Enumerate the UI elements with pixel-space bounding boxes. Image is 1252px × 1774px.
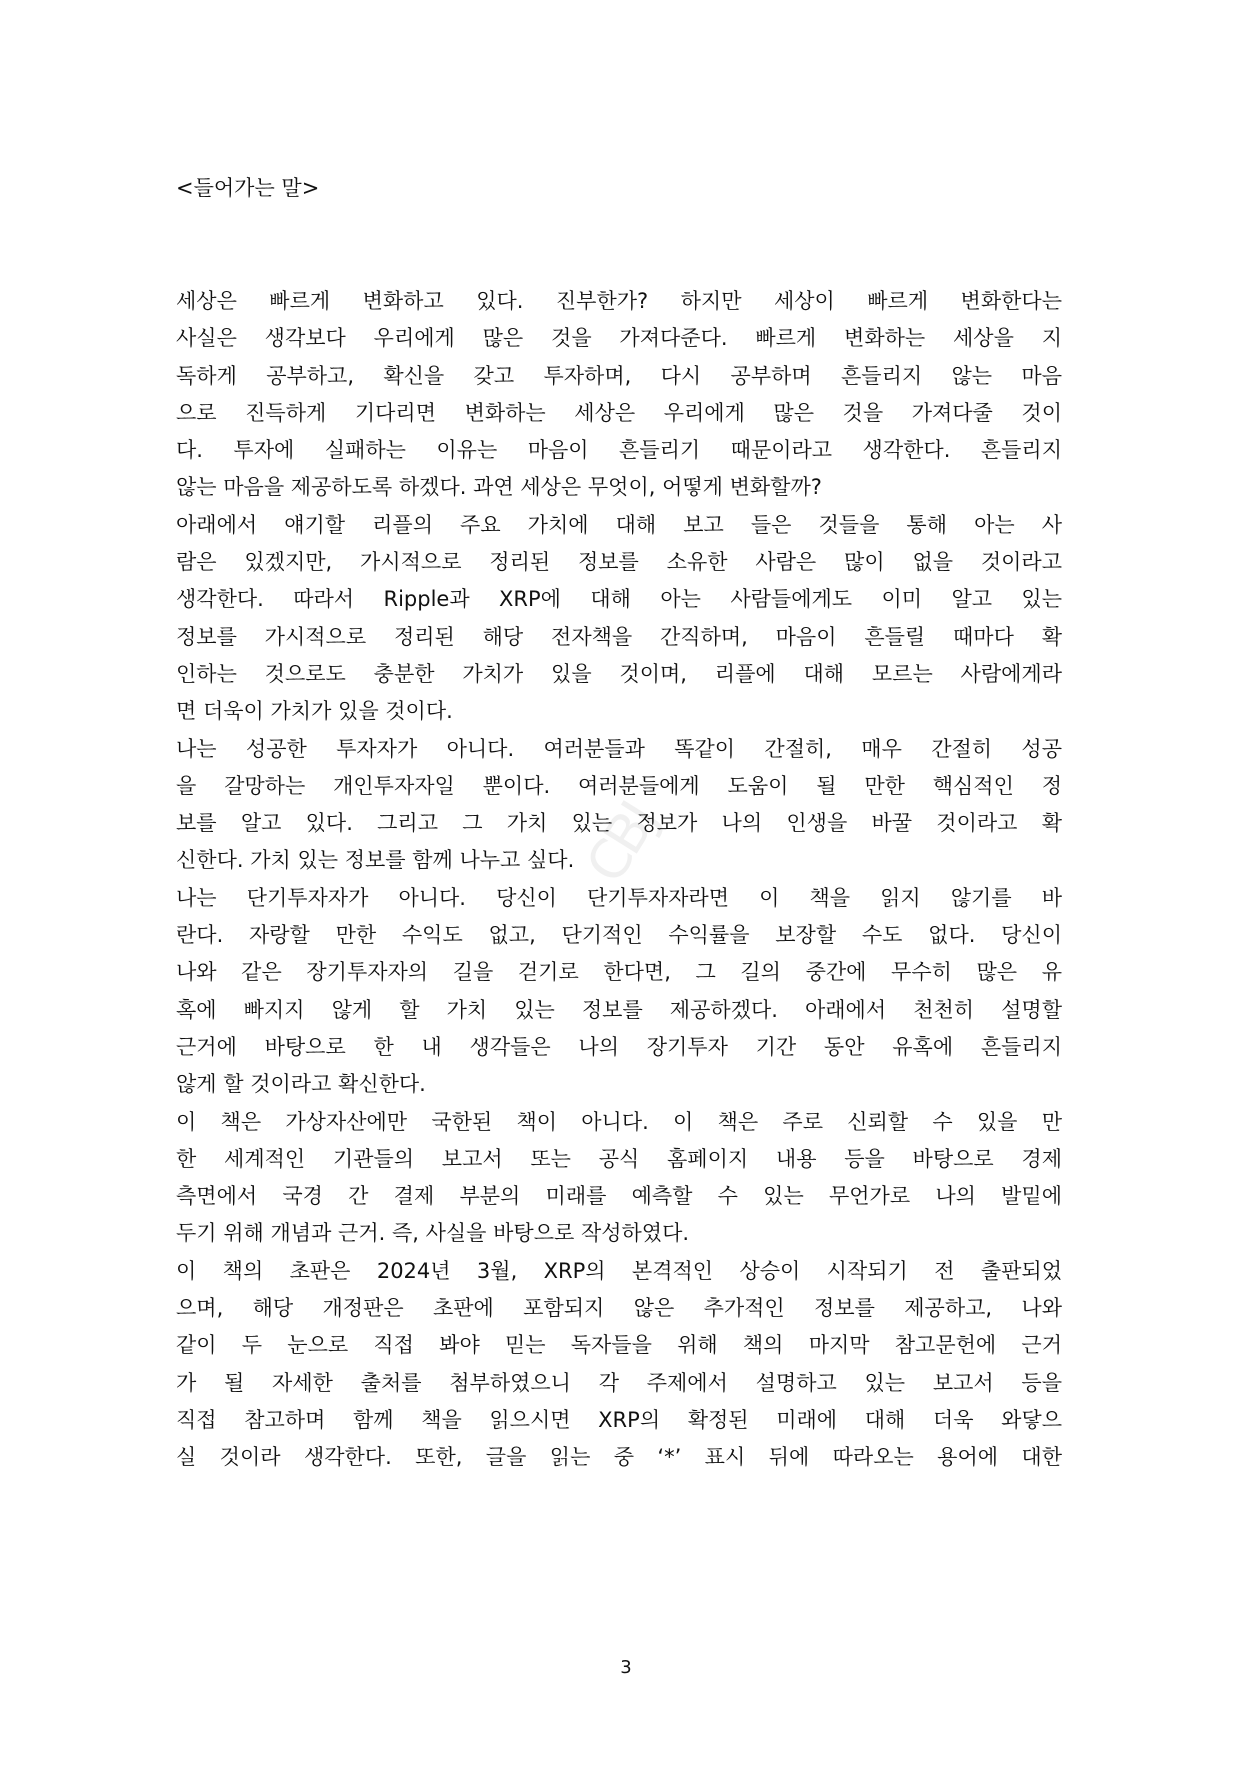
text-line: 한 세계적인 기관들의 보고서 또는 공식 홈페이지 내용 등을 바탕으로 경제 (176, 1146, 1062, 1171)
page-number: 3 (620, 1657, 632, 1678)
text-line: 정보를 가시적으로 정리된 해당 전자책을 간직하며, 마음이 흔들릴 때마다 확 (176, 624, 1062, 649)
text-line: 세상은 빠르게 변화하고 있다. 진부한가? 하지만 세상이 빠르게 변화한다는 (176, 289, 1062, 313)
text-line: 않게 할 것이라고 확신한다. (176, 1072, 426, 1097)
text-line: 으로 진득하게 기다리면 변화하는 세상은 우리에게 많은 것을 가져다줄 것이 (176, 400, 1062, 425)
text-line: 측면에서 국경 간 결제 부분의 미래를 예측할 수 있는 무언가로 나의 발밑에 (176, 1184, 1062, 1209)
text-line: 나는 성공한 투자자가 아니다. 여러분들과 똑같이 간절히, 매우 간절히 성공 (176, 736, 1062, 761)
text-line: 실 것이라 생각한다. 또한, 글을 읽는 중 ‘*’ 표시 뒤에 따라오는 용어에 대한 (176, 1445, 1062, 1470)
text-line: 람은 있겠지만, 가시적으로 정리된 정보를 소유한 사람은 많이 없을 것이라고 (176, 550, 1062, 575)
text-line: 근거에 바탕으로 한 내 생각들은 나의 장기투자 기간 동안 유혹에 흔들리지 (176, 1034, 1062, 1059)
text-line: 아래에서 얘기할 리플의 주요 가치에 대해 보고 들은 것들을 통해 아는 사 (176, 512, 1062, 537)
text-line: 나와 같은 장기투자자의 길을 걷기로 한다면, 그 길의 중간에 무수히 많은 유 (176, 960, 1062, 985)
text-line: 이 책의 초판은 2024년 3월, XRP의 본격적인 상승이 시작되기 전 출판되었 (176, 1258, 1062, 1283)
text-line: 이 책은 가상자산에만 국한된 책이 아니다. 이 책은 주로 신뢰할 수 있을 만 (176, 1109, 1062, 1134)
text-line: 을 갈망하는 개인투자자일 뿐이다. 여러분들에게 도움이 될 만한 핵심적인 정 (176, 773, 1062, 798)
text-line: 않는 마음을 제공하도록 하겠다. 과연 세상은 무엇이, 어떻게 변화할까? (176, 475, 822, 500)
text-line: 보를 알고 있다. 그리고 그 가치 있는 정보가 나의 인생을 바꿀 것이라고 확 (176, 811, 1062, 836)
watermark-logo: CBJ (573, 793, 669, 894)
body-text (176, 283, 1062, 1477)
text-line: 직접 참고하며 함께 책을 읽으시면 XRP의 확정된 미래에 대해 더욱 와닿으 (176, 1407, 1062, 1432)
text-line: 사실은 생각보다 우리에게 많은 것을 가져다준다. 빠르게 변화하는 세상을 지 (176, 326, 1062, 351)
text-line: 인하는 것으로도 충분한 가치가 있을 것이며, 리플에 대해 모르는 사람에게라 (176, 661, 1062, 686)
text-line: 생각한다. 따라서 Ripple과 XRP에 대해 아는 사람들에게도 이미 알고 있는 (176, 587, 1062, 612)
text-line: 면 더욱이 가치가 있을 것이다. (176, 699, 453, 724)
text-line: 으며, 해당 개정판은 초판에 포함되지 않은 추가적인 정보를 제공하고, 나와 (176, 1296, 1062, 1321)
text-line: 혹에 빠지지 않게 할 가치 있는 정보를 제공하겠다. 아래에서 천천히 설명할 (176, 997, 1062, 1022)
text-line: 가 될 자세한 출처를 첨부하였으니 각 주제에서 설명하고 있는 보고서 등을 (176, 1370, 1062, 1395)
text-line: 독하게 공부하고, 확신을 갖고 투자하며, 다시 공부하며 흔들리지 않는 마음 (176, 363, 1062, 388)
text-line: 두기 위해 개념과 근거. 즉, 사실을 바탕으로 작성하였다. (176, 1221, 690, 1246)
text-line: 나는 단기투자자가 아니다. 당신이 단기투자자라면 이 책을 읽지 않기를 바 (176, 885, 1062, 910)
text-line: 신한다. 가치 있는 정보를 함께 나누고 싶다. (176, 848, 575, 873)
section-title: <들어가는 말> (176, 176, 320, 200)
text-line: 다. 투자에 실패하는 이유는 마음이 흔들리기 때문이라고 생각한다. 흔들리지 (176, 438, 1062, 463)
text-line: 란다. 자랑할 만한 수익도 없고, 단기적인 수익률을 보장할 수도 없다. 당신이 (176, 923, 1062, 948)
text-line: 같이 두 눈으로 직접 봐야 믿는 독자들을 위해 책의 마지막 참고문헌에 근거 (176, 1333, 1062, 1358)
